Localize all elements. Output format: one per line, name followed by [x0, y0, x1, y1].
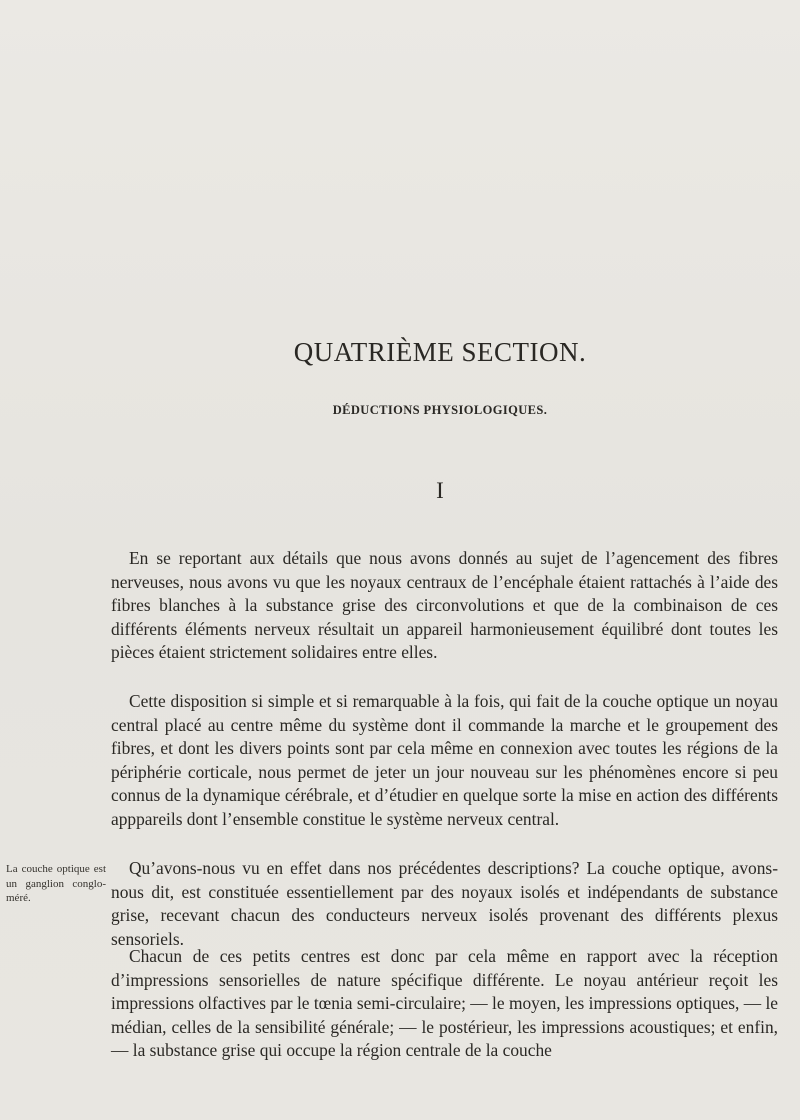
margin-note: La couche optique est un ganglion congloméré.: [6, 863, 106, 904]
paragraph: [111, 547, 778, 665]
paragraph-text: Chacun de ces petits centres est donc par cela même en rapport avec la réception d’impressions sensorielles de nature spécifique différente. Le noyau antérieur reçoit les impressions olfactives par le tœnia semi-circulaire; — le moyen, les impressions optiques, — le médian, celles de la sensibilité générale; — le postérieur, les impressions acoustiques; et enfin, — la substance grise qui occupe la région centrale de la couche: [111, 946, 778, 1061]
paragraph: [111, 857, 778, 951]
paragraph-text: Qu’avons-nous vu en effet dans nos précédentes descriptions? La couche optique, avons-nous dit, est constituée essentiellement par des noyaux isolés et indépendants de substance grise, recevant chacun des conducteurs nerveux isolés provenant des différents plexus sensoriels.: [111, 858, 778, 949]
paragraph: [111, 945, 778, 1063]
paragraph-text: En se reportant aux détails que nous avons donnés au sujet de l’agencement des fibres nerveuses, nous avons vu que les noyaux centraux de l’encéphale étaient rattachés à l’aide des fibres blanches à la substance grise des circonvolutions et que de la combinaison de ces différents éléments nerveux résultait un appareil harmonieusement équilibré dont toutes les pièces étaient strictement solidaires entre elles.: [111, 548, 778, 663]
paragraph: [111, 690, 778, 832]
section-subtitle: DÉDUCTIONS PHYSIOLOGIQUES.: [332, 403, 548, 417]
chapter-numeral: I: [436, 478, 444, 503]
section-title: QUATRIÈME SECTION.: [293, 337, 587, 367]
paragraph-text: Cette disposition si simple et si remarquable à la fois, qui fait de la couche optique un noyau central placé au centre même du système dont il commande la marche et le groupement des fibres, et dont les divers points sont par cela même en connexion avec toutes les régions de la périphérie corticale, nous permet de jeter un jour nouveau sur les phénomènes encore si peu connus de la dynamique cérébrale, et d’étudier en quelque sorte la mise en action des différents apppareils dont l’ensemble constitue le système nerveux central.: [111, 691, 778, 829]
